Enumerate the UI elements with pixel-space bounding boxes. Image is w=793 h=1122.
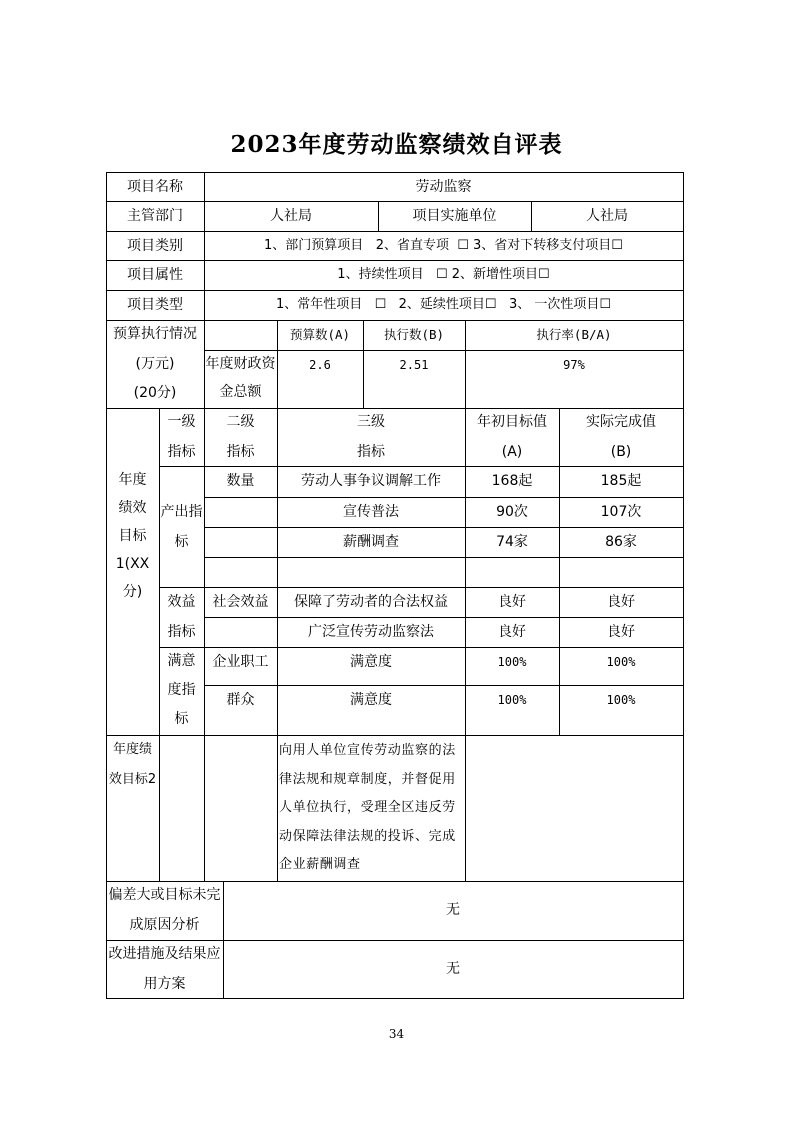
output-row-actual: 86家 xyxy=(605,534,637,550)
budget-rate: 97% xyxy=(563,358,585,372)
output-indicator-label: 产出指标 xyxy=(160,504,203,550)
satisfaction-row-actual: 100% xyxy=(606,693,636,707)
category-label: 项目类别 xyxy=(127,238,183,254)
output-row-l3: 薪酬调查 xyxy=(343,534,399,550)
satisfaction-row-l2: 企业职工 xyxy=(212,654,269,670)
page-number: 34 xyxy=(388,1027,405,1041)
dept-label: 主管部门 xyxy=(127,208,183,224)
benefit-indicator-label: 效益 指标 xyxy=(167,594,196,640)
budget-b: 2.51 xyxy=(399,358,429,372)
budget-a: 2.6 xyxy=(309,358,331,372)
project-name-value: 劳动监察 xyxy=(415,179,472,195)
attribute-label: 项目属性 xyxy=(127,267,183,283)
benefit-row-target: 良好 xyxy=(498,624,526,640)
output-row-target: 90次 xyxy=(496,504,528,520)
attribute-value: 1、持续性项目 ☐ 2、新增性项目☐ xyxy=(337,267,550,282)
satisfaction-row-target: 100% xyxy=(497,655,527,669)
goal1-header-actual: 实际完成值 (B) xyxy=(586,414,656,460)
satisfaction-row-target: 100% xyxy=(497,693,527,707)
output-row-actual: 107次 xyxy=(600,504,642,520)
output-row-l3: 劳动人事争议调解工作 xyxy=(301,473,441,489)
type-label: 项目类型 xyxy=(127,297,183,313)
satisfaction-indicator-label: 满意 度指 标 xyxy=(167,653,196,727)
goal1-header-level1: 一级 指标 xyxy=(167,414,196,460)
satisfaction-row-l3: 满意度 xyxy=(350,654,392,670)
impl-unit-label: 项目实施单位 xyxy=(412,208,497,224)
satisfaction-row-l2: 群众 xyxy=(226,692,255,708)
goal1-label: 年度绩效目标1(XX分) xyxy=(115,472,150,600)
goal2-label: 年度绩 效目标2 xyxy=(108,742,157,787)
impl-unit-value: 人社局 xyxy=(586,208,628,224)
budget-col-a: 预算数(A) xyxy=(289,327,351,342)
output-row-target: 168起 xyxy=(491,473,533,489)
category-value: 1、部门预算项目 2、省直专项 ☐ 3、省对下转移支付项目☐ xyxy=(264,238,623,253)
satisfaction-row-actual: 100% xyxy=(606,655,636,669)
goal2-text: 向用人单位宣传劳动监察的法律法规和规章制度，并督促用人单位执行，受理全区违反劳动保障法律法规的投诉、完成企业薪酬调查 xyxy=(279,743,456,872)
improvement-value: 无 xyxy=(446,961,460,977)
output-row-l3: 宣传普法 xyxy=(343,504,399,520)
output-row-actual: 185起 xyxy=(600,473,642,489)
benefit-row-actual: 良好 xyxy=(607,624,635,640)
satisfaction-row-l3: 满意度 xyxy=(350,692,392,708)
goal1-header-level3: 三级 指标 xyxy=(357,414,385,460)
deviation-label: 偏差大或目标未完成原因分析 xyxy=(108,887,221,933)
benefit-row-target: 良好 xyxy=(498,594,526,610)
type-value: 1、常年性项目 ☐ 2、延续性项目☐ 3、 一次性项目☐ xyxy=(275,297,612,312)
benefit-row-l2: 社会效益 xyxy=(212,594,269,610)
project-name-label: 项目名称 xyxy=(127,179,183,195)
budget-label: 预算执行情况 (万元) (20分) xyxy=(113,326,197,401)
improvement-label: 改进措施及结果应用方案 xyxy=(108,946,221,992)
deviation-value: 无 xyxy=(446,902,460,918)
benefit-row-actual: 良好 xyxy=(607,594,635,610)
goal1-header-level2: 二级 指标 xyxy=(226,414,255,460)
goal1-header-target: 年初目标值 (A) xyxy=(477,414,547,460)
budget-col-b: 执行数(B) xyxy=(383,327,445,342)
page-title: 2023年度劳动监察绩效自评表 xyxy=(230,131,563,158)
budget-col-rate: 执行率(B/A) xyxy=(536,327,612,342)
benefit-row-l3: 广泛宣传劳动监察法 xyxy=(308,624,434,640)
dept-value: 人社局 xyxy=(270,208,312,224)
budget-row-label: 年度财政资金总额 xyxy=(205,356,276,400)
output-row-l2: 数量 xyxy=(226,473,255,489)
benefit-row-l3: 保障了劳动者的合法权益 xyxy=(294,594,448,610)
output-row-target: 74家 xyxy=(496,534,528,550)
